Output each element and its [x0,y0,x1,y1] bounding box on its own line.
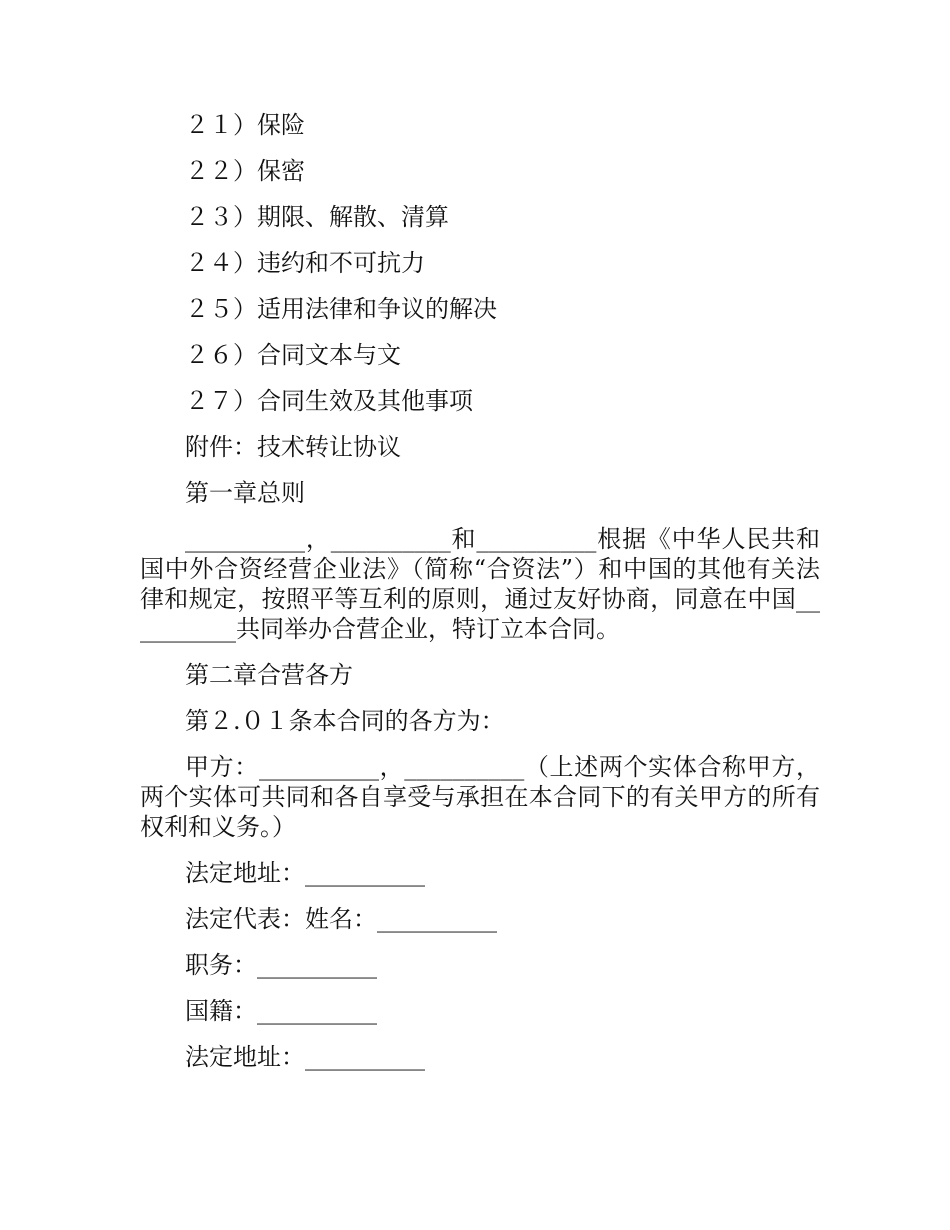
legal-representative-line: 法定代表：姓名：__________ [185,905,497,933]
chapter2-title: 第二章合营各方 [185,661,353,689]
position-line: 职务：__________ [185,951,377,979]
attachment-line: 附件：技术转让协议 [185,433,401,461]
chapter1-paragraph: __________，__________和__________根据《中华人民共和国中外合资经营企业法》（简称“合资法”）和中国的其他有关法律和规定，按照平等互利的原则，通过友好协商，同意在中国__________共同举办合营企业，特订立本合同。 [140,525,820,643]
toc-item-25: ２５）适用法律和争议的解决 [185,295,497,323]
toc-item-27: ２７）合同生效及其他事项 [185,387,473,415]
document-page [140,110,820,1088]
toc-item-23: ２３）期限、解散、清算 [185,203,449,231]
legal-address-line-2: 法定地址：__________ [185,1043,425,1071]
party-a-paragraph: 甲方：__________，__________（上述两个实体合称甲方，两个实体可共同和各自享受与承担在本合同下的有关甲方的所有权利和义务。） [140,753,820,841]
nationality-line: 国籍：__________ [185,997,377,1025]
chapter1-title: 第一章总则 [185,479,305,507]
legal-address-line-1: 法定地址：__________ [185,859,425,887]
article-2-01: 第２.０１条本合同的各方为： [185,707,505,735]
toc-item-24: ２４）违约和不可抗力 [185,249,425,277]
toc-item-26: ２６）合同文本与文 [185,341,401,369]
toc-item-21: ２１）保险 [185,111,305,139]
toc-item-22: ２２）保密 [185,157,305,185]
